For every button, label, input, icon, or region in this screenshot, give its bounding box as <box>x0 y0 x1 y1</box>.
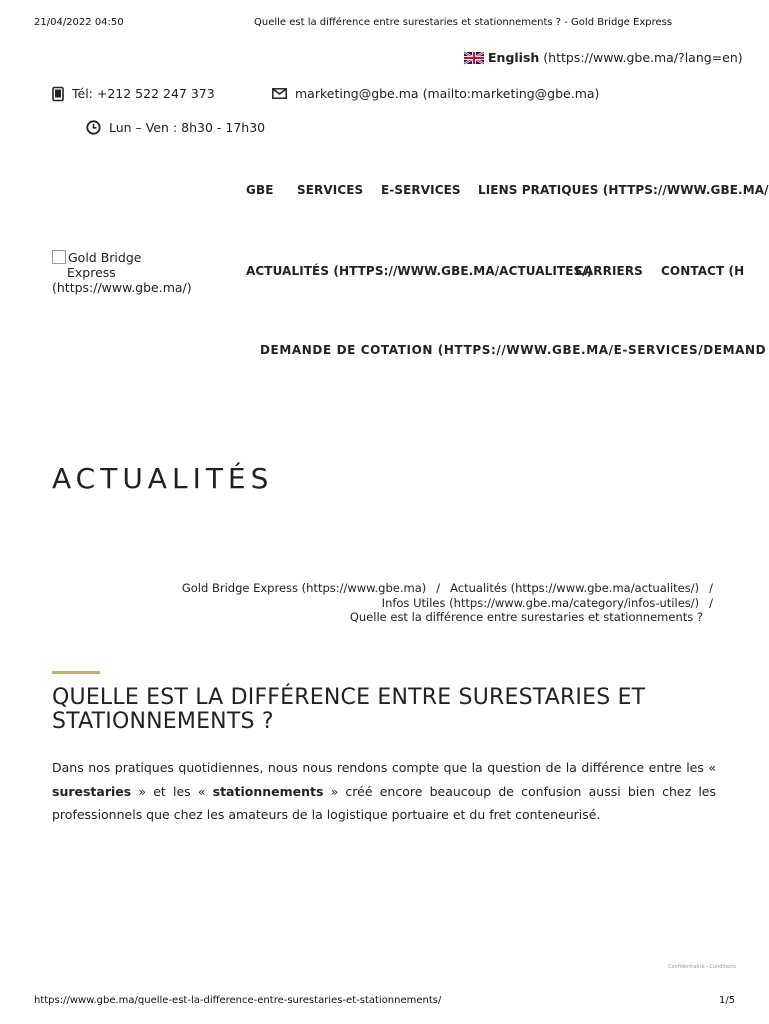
nav-item-services[interactable]: SERVICES <box>297 183 364 197</box>
article-paragraph <box>52 756 716 827</box>
opening-hours-text: Lun – Ven : 8h30 - 17h30 <box>109 120 266 135</box>
page-title: ACTUALITÉS <box>52 462 274 495</box>
nav-item-actualites[interactable]: ACTUALITÉS (HTTPS://WWW.GBE.MA/ACTUALITES/) <box>246 264 593 278</box>
breadcrumb-category[interactable]: Infos Utiles (https://www.gbe.ma/category/infos-utiles/) <box>381 595 700 610</box>
logo-alt-line2: Express <box>67 265 116 280</box>
nav-item-liens-pratiques[interactable]: LIENS PRATIQUES (HTTPS://WWW.GBE.MA/ <box>478 183 769 197</box>
site-logo[interactable] <box>52 250 192 295</box>
paragraph-text: » créé encore beaucoup de confusion aussi bien chez les professionnels que chez les amateurs de la logistique portuaire et du fret conteneurisé. <box>52 783 716 822</box>
keyword-stationnements: stationnements <box>212 783 324 799</box>
mail-icon <box>272 88 287 99</box>
nav-item-e-services[interactable]: E-SERVICES <box>381 183 461 197</box>
language-switcher[interactable] <box>464 50 743 65</box>
logo-url: (https://www.gbe.ma/) <box>52 280 192 295</box>
breadcrumb-separator: / <box>709 581 713 595</box>
language-label[interactable]: English <box>488 50 540 65</box>
recaptcha-terms[interactable]: Confidentialité - Conditions <box>668 964 736 970</box>
print-footer-url: https://www.gbe.ma/quelle-est-la-difference-entre-surestaries-et-stationnements/ <box>34 995 442 1006</box>
opening-hours <box>86 120 265 135</box>
uk-flag-icon <box>464 52 484 64</box>
email-link: (mailto:marketing@gbe.ma) <box>422 86 600 101</box>
email-address[interactable]: marketing@gbe.ma <box>295 86 419 101</box>
paragraph-text: Dans nos pratiques quotidiennes, nous nous rendons compte que la question de la différence entre les « <box>52 760 716 775</box>
print-document-title: Quelle est la différence entre surestaries et stationnements ? - Gold Bridge Express <box>254 17 673 28</box>
nav-item-contact[interactable]: CONTACT (H <box>661 264 745 278</box>
article-title: QUELLE EST LA DIFFÉRENCE ENTRE SURESTARIES ET STATIONNEMENTS ? <box>52 685 646 734</box>
breadcrumb-separator: / <box>436 581 441 595</box>
phone-contact[interactable] <box>52 86 215 101</box>
breadcrumb-separator: / <box>709 595 713 610</box>
phone-number[interactable]: Tél: +212 522 247 373 <box>72 86 215 101</box>
breadcrumb-actualites[interactable]: Actualités (https://www.gbe.ma/actualites/) <box>450 581 700 595</box>
clock-icon <box>86 120 101 135</box>
nav-item-demande-cotation[interactable]: DEMANDE DE COTATION (HTTPS://WWW.GBE.MA/E-SERVICES/DEMAND <box>260 343 767 357</box>
paragraph-text: » et les « <box>131 783 213 799</box>
logo-alt-line1: Gold Bridge <box>68 250 142 265</box>
breadcrumb-current: Quelle est la différence entre surestaries et stationnements ? <box>349 610 703 624</box>
email-contact[interactable] <box>272 86 599 101</box>
nav-item-carriers[interactable]: CARRIERS <box>575 264 643 278</box>
broken-image-icon <box>52 250 66 264</box>
print-page-number: 1/5 <box>719 995 736 1006</box>
phone-icon <box>52 87 64 101</box>
title-accent-line <box>52 671 100 674</box>
print-datetime: 21/04/2022 04:50 <box>34 17 124 28</box>
breadcrumb <box>182 581 713 625</box>
language-url: (https://www.gbe.ma/?lang=en) <box>543 50 743 65</box>
keyword-surestaries: surestaries <box>52 783 132 799</box>
nav-item-gbe[interactable]: GBE <box>246 183 274 197</box>
breadcrumb-home[interactable]: Gold Bridge Express (https://www.gbe.ma) <box>181 581 427 595</box>
